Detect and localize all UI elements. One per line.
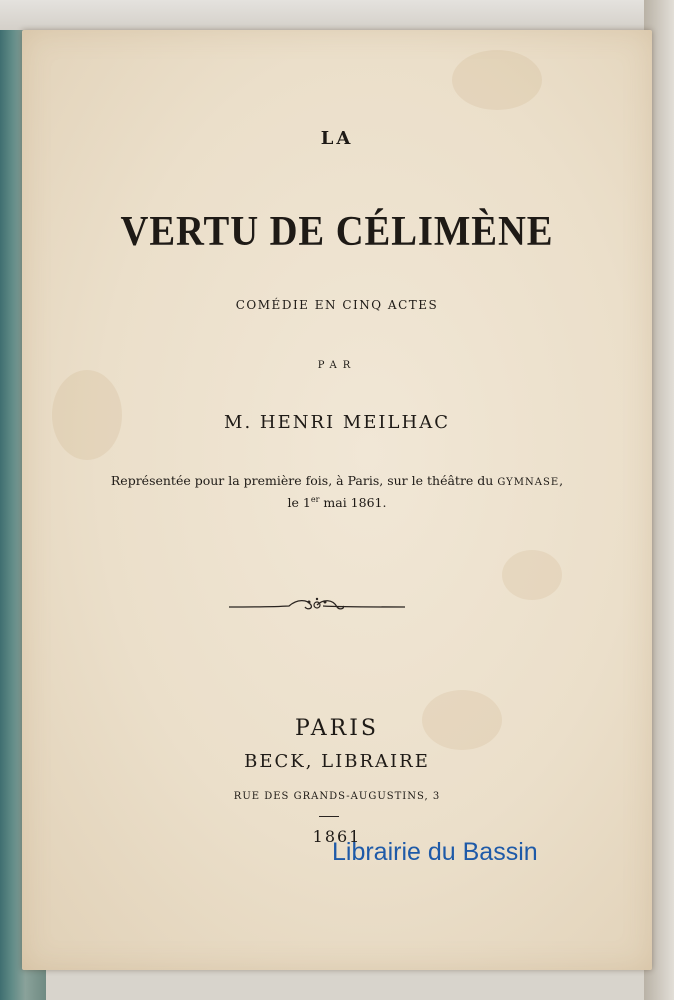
- performance-line-2: [22, 491, 652, 511]
- ordinal-suffix: er: [310, 495, 320, 504]
- title-small: LA: [320, 128, 354, 149]
- subtitle: COMÉDIE EN CINQ ACTES: [235, 298, 439, 312]
- performance-line-1: [22, 472, 652, 491]
- publication-city: PARIS: [295, 716, 379, 741]
- ornament-icon: [227, 595, 407, 617]
- by-line: PAR: [317, 360, 357, 371]
- performance-date: mai 1861.: [319, 495, 387, 511]
- title-page: [22, 30, 652, 970]
- performance-date-prefix: le 1: [287, 495, 311, 511]
- title-main: VERTU DE CÉLIMÈNE: [120, 209, 554, 255]
- theatre-name: GYMNASE: [497, 477, 560, 488]
- publisher-name: BECK, LIBRAIRE: [244, 751, 430, 772]
- author-name: M. HENRI MEILHAC: [224, 412, 450, 433]
- publisher-address: RUE DES GRANDS-AUGUSTINS, 3: [233, 791, 441, 802]
- performance-comma: ,: [559, 473, 564, 488]
- performance-note: [22, 472, 652, 511]
- watermark-text: Librairie du Bassin: [332, 838, 538, 866]
- performance-text: Représentée pour la première fois, à Paris, sur le théâtre du: [110, 473, 494, 488]
- publication-year: 1861: [312, 827, 362, 846]
- foxing-spot: [452, 50, 542, 110]
- foxing-spot: [502, 550, 562, 600]
- divider: [319, 816, 339, 817]
